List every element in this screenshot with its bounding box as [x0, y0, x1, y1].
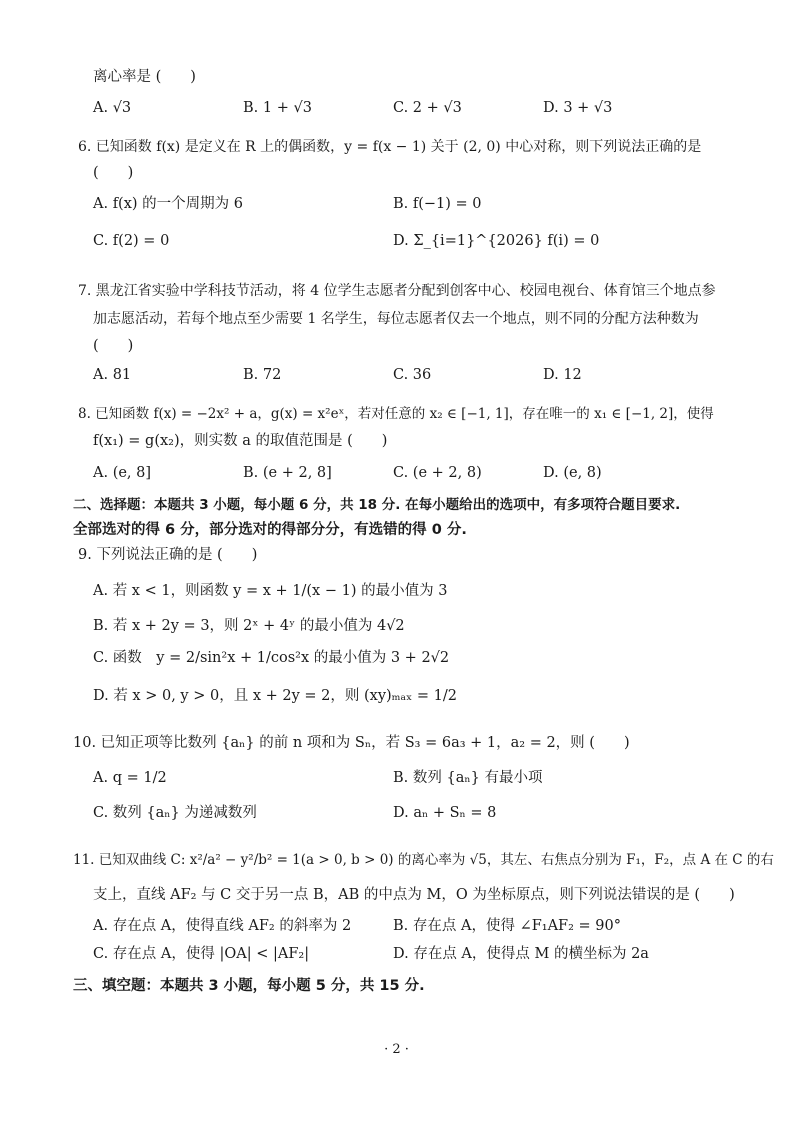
q11-option-b: B. 存在点 A，使得 ∠F₁AF₂ = 90° [393, 918, 621, 934]
q8-option-a: A. (e, 8] [93, 465, 152, 481]
q10-option-b: B. 数列 {aₙ} 有最小项 [393, 770, 543, 786]
q8-option-d: D. (e, 8) [543, 465, 602, 481]
q8-stem-line2: f(x₁) = g(x₂)，则实数 a 的取值范围是 ( ) [93, 433, 388, 449]
q11-option-a: A. 存在点 A，使得直线 AF₂ 的斜率为 2 [93, 918, 352, 934]
q6-option-c: C. f(2) = 0 [93, 233, 170, 249]
q5-option-b: B. 1 + √3 [243, 100, 312, 116]
q10-option-d: D. aₙ + Sₙ = 8 [393, 805, 497, 821]
q5-option-d: D. 3 + √3 [543, 100, 613, 116]
q6-option-d: D. Σ_{i=1}^{2026} f(i) = 0 [393, 233, 600, 249]
q9-stem: 9. 下列说法正确的是 ( ) [78, 547, 258, 563]
section3-header: 三、填空题：本题共 3 小题，每小题 5 分，共 15 分. [73, 978, 425, 994]
q7-option-a: A. 81 [93, 367, 132, 383]
q9-option-c: C. 函数 y = 2/sin²x + 1/cos²x 的最小值为 3 + 2√2 [93, 650, 450, 666]
q5-option-c: C. 2 + √3 [393, 100, 462, 116]
q11-option-c: C. 存在点 A，使得 |OA| < |AF₂| [93, 946, 310, 962]
q7-option-d: D. 12 [543, 367, 582, 383]
q8-option-b: B. (e + 2, 8] [243, 465, 332, 481]
q9-option-d: D. 若 x > 0, y > 0，且 x + 2y = 2，则 (xy)ₘₐₓ = 1/2 [93, 688, 458, 704]
q7-stem-line2: 加志愿活动，若每个地点至少需要 1 名学生，每位志愿者仅去一个地点，则不同的分配方法种数为 [93, 311, 699, 327]
q7-option-c: C. 36 [393, 367, 432, 383]
q11-stem-line1: 11. 已知双曲线 C: x²/a² − y²/b² = 1(a > 0, b > 0) 的离心率为 √5，其左、右焦点分别为 F₁，F₂，点 A 在 C 的右 [73, 852, 774, 868]
q10-option-c: C. 数列 {aₙ} 为递减数列 [93, 805, 257, 821]
q9-option-a: A. 若 x < 1，则函数 y = x + 1/(x − 1) 的最小值为 3 [93, 583, 448, 599]
q7-stem-line1: 7. 黑龙江省实验中学科技节活动，将 4 位学生志愿者分配到创客中心、校园电视台、体育馆三个地点参 [78, 283, 716, 299]
q9-option-b: B. 若 x + 2y = 3，则 2ˣ + 4ʸ 的最小值为 4√2 [93, 618, 405, 634]
q6-option-a: A. f(x) 的一个周期为 6 [93, 196, 243, 212]
page-number: · 2 · [384, 1042, 409, 1057]
q6-stem-line2: ( ) [93, 165, 134, 181]
q7-stem-line3: ( ) [93, 338, 134, 354]
q11-option-d: D. 存在点 A，使得点 M 的横坐标为 2a [393, 946, 649, 962]
q10-stem: 10. 已知正项等比数列 {aₙ} 的前 n 项和为 Sₙ，若 S₃ = 6a₃ + 1，a₂ = 2，则 ( ) [73, 735, 630, 751]
section2-header-line2: 全部选对的得 6 分，部分选对的得部分分，有选错的得 0 分. [73, 522, 467, 538]
q5-stem: 离心率是 ( ) [93, 69, 196, 85]
q11-stem-line2: 支上，直线 AF₂ 与 C 交于另一点 B，AB 的中点为 M，O 为坐标原点，则下列说法错误的是 ( ) [93, 887, 735, 903]
q8-stem-line1: 8. 已知函数 f(x) = −2x² + a，g(x) = x²eˣ，若对任意的 x₂ ∈ [−1, 1]，存在唯一的 x₁ ∈ [−1, 2]，使得 [78, 406, 714, 422]
q8-option-c: C. (e + 2, 8) [393, 465, 482, 481]
q6-stem-line1: 6. 已知函数 f(x) 是定义在 R 上的偶函数，y = f(x − 1) 关于 (2, 0) 中心对称，则下列说法正确的是 [78, 139, 702, 155]
q10-option-a: A. q = 1/2 [93, 770, 167, 786]
q6-option-b: B. f(−1) = 0 [393, 196, 482, 212]
q5-option-a: A. √3 [93, 100, 132, 116]
q7-option-b: B. 72 [243, 367, 282, 383]
section2-header-line1: 二、选择题：本题共 3 小题，每小题 6 分，共 18 分. 在每小题给出的选项中，有多项符合题目要求. [73, 497, 681, 513]
